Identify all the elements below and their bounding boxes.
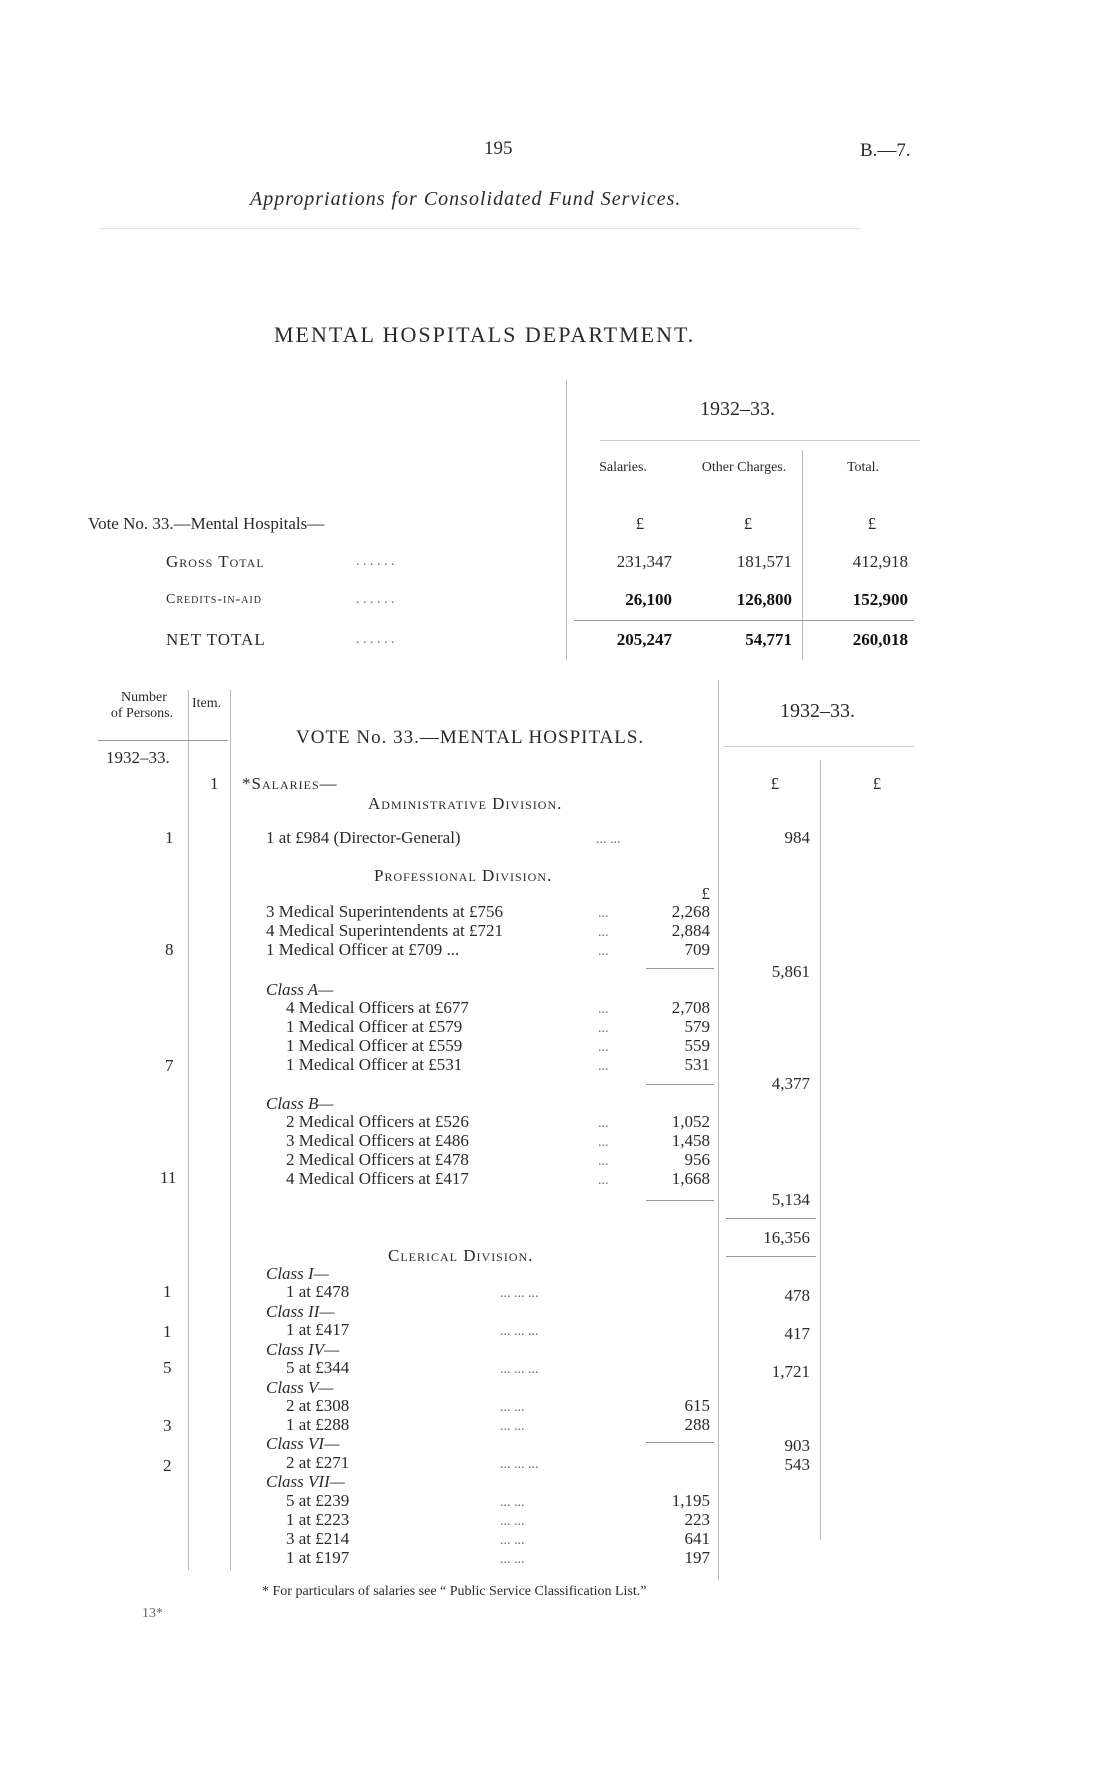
class-heading: Class VI—: [266, 1434, 340, 1453]
line-item: 1 at £223: [286, 1510, 350, 1529]
signature-mark: 13*: [142, 1606, 163, 1621]
sub-amount: 2,708: [671, 998, 710, 1017]
sub-amount: 559: [684, 1036, 710, 1055]
subtotal-amount: 5,861: [771, 962, 810, 981]
sub-amount: 641: [684, 1529, 710, 1548]
vote-label: Vote No. 33.—Mental Hospitals—: [88, 514, 325, 533]
item-number: 1: [210, 774, 219, 793]
sub-amount: 1,195: [671, 1491, 710, 1510]
class-heading: Class A—: [266, 980, 334, 999]
subtotal-rule: [646, 968, 714, 969]
leader-dots: ...: [598, 1002, 609, 1017]
column-divider: [230, 690, 231, 1570]
sub-amount: 709: [684, 940, 710, 959]
pound-sign: £: [635, 514, 645, 533]
line-item: 5 at £344: [286, 1358, 350, 1377]
sub-amount: 288: [684, 1415, 710, 1434]
sub-amount: 956: [684, 1150, 710, 1169]
col-salaries-header: Salaries.: [599, 460, 647, 475]
footnote: * For particulars of salaries see “ Public Service Classification List.”: [262, 1584, 647, 1599]
line-amount: 543: [784, 1455, 810, 1474]
sub-amount: 2,268: [671, 902, 710, 921]
col-other-header: Other Charges.: [701, 460, 787, 475]
subtotal-amount: 5,134: [771, 1190, 810, 1209]
leader-dots: ...: [598, 1116, 609, 1131]
page-subtitle: Appropriations for Consolidated Fund Services.: [250, 188, 682, 210]
vote-year: 1932–33.: [780, 700, 855, 722]
persons-count: 1: [163, 1322, 172, 1341]
sub-amount: 531: [684, 1055, 710, 1074]
pound-sign: £: [872, 774, 882, 793]
line-item: 4 Medical Superintendents at £721: [266, 921, 504, 940]
line-item: 1 Medical Officer at £559: [286, 1036, 463, 1055]
subtotal-amount: 4,377: [771, 1074, 810, 1093]
line-amount: 984: [784, 828, 810, 847]
line-item: 4 Medical Officers at £417: [286, 1169, 469, 1188]
leader-dots: ... ... ...: [500, 1324, 539, 1339]
pound-sign: £: [770, 774, 780, 793]
vote-title: VOTE No. 33.—MENTAL HOSPITALS.: [296, 727, 645, 748]
leader-dots: ...: [598, 1154, 609, 1169]
leader-dots: . . . . . .: [356, 632, 395, 647]
summary-other: 54,771: [745, 630, 792, 649]
leader-dots: . . . . . .: [356, 554, 395, 569]
subtotal-amount: 903: [784, 1436, 810, 1455]
leader-dots: ...: [598, 1040, 609, 1055]
persons-count: 3: [163, 1416, 172, 1435]
persons-header: Number: [121, 690, 167, 705]
pound-sign: £: [701, 884, 710, 903]
persons-count: 8: [165, 940, 174, 959]
subtotal-rule: [646, 1442, 714, 1443]
leader-dots: ...: [598, 1021, 609, 1036]
sub-amount: 579: [684, 1017, 710, 1036]
summary-total: 412,918: [852, 552, 908, 571]
persons-count: 5: [163, 1358, 172, 1377]
leader-dots: ... ... ...: [500, 1362, 539, 1377]
line-item: 1 at £288: [286, 1415, 350, 1434]
division-heading: Administrative Division.: [368, 794, 563, 813]
page-number: 195: [484, 138, 513, 159]
summary-rule: [574, 620, 914, 621]
summary-row-label: Gross Total: [166, 552, 265, 571]
persons-count: 1: [163, 1282, 172, 1301]
line-item: 1 at £984 (Director-General): [266, 828, 461, 847]
leader-dots: . . . . . .: [356, 592, 395, 607]
leader-dots: ...: [598, 1173, 609, 1188]
document-reference: B.—7.: [860, 140, 911, 161]
column-divider: [188, 690, 189, 1570]
line-item: 4 Medical Officers at £677: [286, 998, 469, 1017]
leader-dots: ...: [598, 1135, 609, 1150]
column-divider: [820, 760, 821, 1540]
line-item: 2 Medical Officers at £526: [286, 1112, 469, 1131]
class-heading: Class VII—: [266, 1472, 345, 1491]
line-item: 3 Medical Superintendents at £756: [266, 902, 504, 921]
line-item: 2 at £271: [286, 1453, 350, 1472]
summary-divider: [802, 450, 803, 660]
line-item: 1 at £417: [286, 1320, 350, 1339]
persons-count: 1: [165, 828, 174, 847]
summary-other: 181,571: [736, 552, 792, 571]
persons-count: 7: [165, 1056, 174, 1075]
summary-total: 152,900: [852, 590, 908, 609]
leader-dots: ... ... ...: [500, 1457, 539, 1472]
header-rule: [98, 740, 228, 741]
total-rule: [726, 1256, 816, 1257]
line-item: 3 at £214: [286, 1529, 350, 1548]
summary-salaries: 26,100: [625, 590, 672, 609]
subtotal-rule: [646, 1084, 714, 1085]
persons-year: 1932–33.: [106, 748, 170, 767]
sub-amount: 1,052: [671, 1112, 710, 1131]
col-total-header: Total.: [846, 460, 880, 475]
class-heading: Class I—: [266, 1264, 329, 1283]
column-divider: [718, 680, 719, 1580]
summary-total: 260,018: [852, 630, 908, 649]
persons-header: of Persons.: [110, 706, 174, 721]
line-amount: 1,721: [771, 1362, 810, 1381]
class-heading: Class II—: [266, 1302, 335, 1321]
leader-dots: ... ...: [500, 1533, 525, 1548]
persons-count: 2: [163, 1456, 172, 1475]
sub-amount: 2,884: [671, 921, 710, 940]
sub-amount: 615: [684, 1396, 710, 1415]
salaries-heading: *Salaries—: [242, 774, 338, 793]
line-item: 5 at £239: [286, 1491, 350, 1510]
sub-amount: 223: [684, 1510, 710, 1529]
leader-dots: ... ...: [500, 1400, 525, 1415]
subtotal-rule: [646, 1200, 714, 1201]
line-item: 1 Medical Officer at £709 ...: [266, 940, 460, 959]
sub-amount: 1,668: [671, 1169, 710, 1188]
pound-sign: £: [867, 514, 877, 533]
line-item: 1 Medical Officer at £531: [286, 1055, 463, 1074]
summary-salaries: 231,347: [616, 552, 672, 571]
header-rule: [100, 228, 860, 229]
line-item: 3 Medical Officers at £486: [286, 1131, 469, 1150]
leader-dots: ... ...: [500, 1495, 525, 1510]
year-rule: [724, 746, 914, 747]
department-title: MENTAL HOSPITALS DEPARTMENT.: [274, 322, 696, 347]
division-heading: Clerical Division.: [388, 1246, 534, 1265]
summary-salaries: 205,247: [616, 630, 672, 649]
summary-row-label: NET TOTAL: [166, 630, 266, 649]
leader-dots: ...: [598, 906, 609, 921]
line-item: 1 Medical Officer at £579: [286, 1017, 463, 1036]
line-item: 2 at £308: [286, 1396, 350, 1415]
leader-dots: ... ...: [596, 832, 621, 847]
summary-year-rule: [600, 440, 920, 441]
leader-dots: ...: [598, 1059, 609, 1074]
leader-dots: ... ...: [500, 1552, 525, 1567]
leader-dots: ...: [598, 944, 609, 959]
pound-sign: £: [743, 514, 753, 533]
leader-dots: ... ... ...: [500, 1286, 539, 1301]
class-heading: Class IV—: [266, 1340, 340, 1359]
division-total: 16,356: [763, 1228, 810, 1247]
sub-amount: 197: [684, 1548, 710, 1567]
summary-divider: [566, 380, 567, 660]
class-heading: Class B—: [266, 1094, 334, 1113]
line-item: 2 Medical Officers at £478: [286, 1150, 469, 1169]
line-item: 1 at £478: [286, 1282, 350, 1301]
leader-dots: ...: [598, 925, 609, 940]
summary-year: 1932–33.: [700, 398, 775, 420]
class-heading: Class V—: [266, 1378, 334, 1397]
item-header: Item.: [192, 696, 222, 711]
line-amount: 417: [784, 1324, 810, 1343]
line-item: 1 at £197: [286, 1548, 350, 1567]
persons-count: 11: [160, 1168, 177, 1187]
line-amount: 478: [784, 1286, 810, 1305]
sub-amount: 1,458: [671, 1131, 710, 1150]
summary-other: 126,800: [736, 590, 792, 609]
leader-dots: ... ...: [500, 1514, 525, 1529]
leader-dots: ... ...: [500, 1419, 525, 1434]
total-rule: [726, 1218, 816, 1219]
summary-row-label: Credits-in-aid: [166, 592, 262, 607]
division-heading: Professional Division.: [374, 866, 553, 885]
